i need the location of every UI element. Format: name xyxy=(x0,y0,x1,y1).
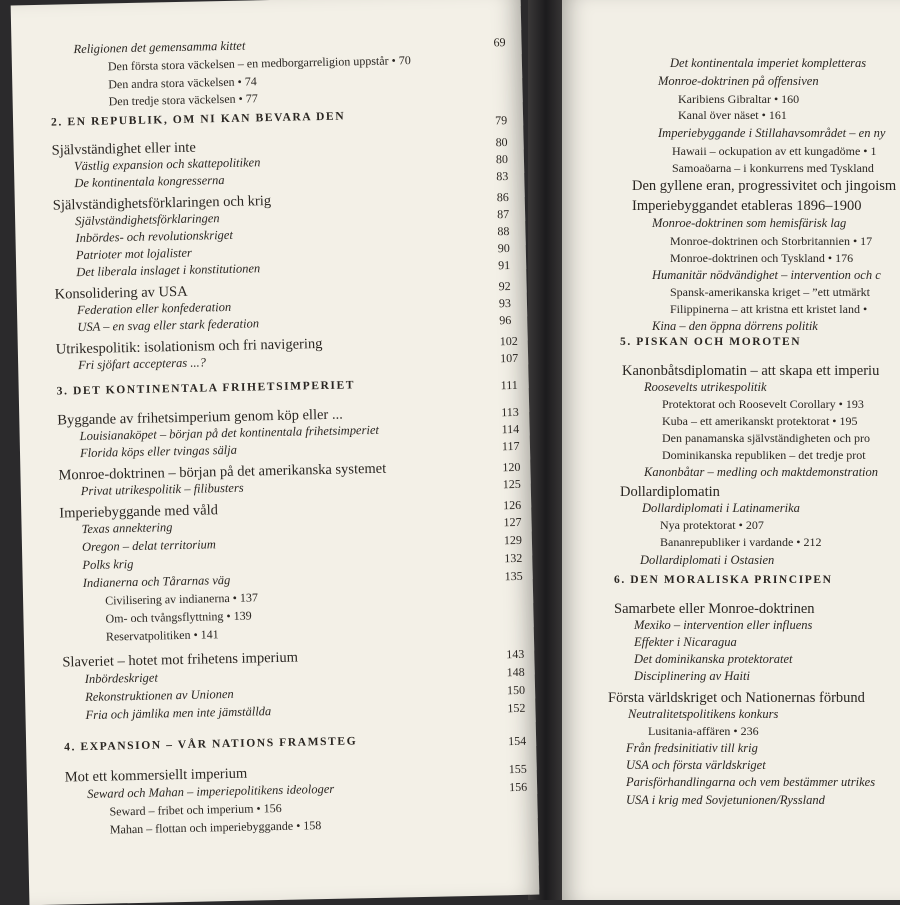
toc-page-number: 127 xyxy=(503,515,521,530)
toc-entry: USA i krig med Sovjetunionen/Ryssland xyxy=(626,793,825,808)
toc-entry: Västlig expansion och skattepolitiken xyxy=(74,155,261,174)
toc-entry: Byggande av frihetsimperium genom köp eller ... xyxy=(57,407,343,430)
toc-page-number: 117 xyxy=(502,439,520,454)
toc-entry: Den panamanska självständigheten och pro xyxy=(662,431,870,446)
toc-entry: Monroe-doktrinen och Tyskland • 176 xyxy=(670,251,853,266)
toc-page-number: 114 xyxy=(501,422,519,437)
toc-page-number: 154 xyxy=(508,734,526,749)
toc-entry: Monroe-doktrinen på offensiven xyxy=(658,74,819,89)
toc-entry: Dollardiplomati i Latinamerika xyxy=(642,501,800,516)
toc-page-number: 107 xyxy=(500,351,518,366)
toc-entry: Från fredsinitiativ till krig xyxy=(626,741,758,756)
toc-entry: Det liberala inslaget i konstitutionen xyxy=(76,261,260,280)
toc-entry: Polks krig xyxy=(82,557,133,573)
toc-entry: Civilisering av indianerna • 137 xyxy=(105,590,258,608)
toc-page-number: 132 xyxy=(504,551,522,566)
toc-entry: Seward och Mahan – imperiepolitikens ideologer xyxy=(87,782,334,802)
toc-entry: Reservatpolitiken • 141 xyxy=(106,627,219,644)
toc-page-number: 92 xyxy=(498,279,510,294)
toc-entry: Rekonstruktionen av Unionen xyxy=(85,687,234,705)
toc-entry: Självständighet eller inte xyxy=(52,140,196,160)
toc-page-number: 111 xyxy=(501,378,518,393)
toc-page-number: 91 xyxy=(498,258,510,273)
toc-entry: Självständighetsförklaringen xyxy=(75,211,220,229)
toc-entry: Kanonbåtsdiplomatin – att skapa ett imperiu xyxy=(622,363,879,380)
toc-entry: Roosevelts utrikespolitik xyxy=(644,380,767,395)
toc-entry: Nya protektorat • 207 xyxy=(660,518,764,533)
toc-entry: Federation eller konfederation xyxy=(77,300,231,318)
toc-entry: De kontinentala kongresserna xyxy=(74,173,224,191)
toc-entry: Privat utrikespolitik – filibusters xyxy=(81,481,244,499)
toc-page-number: 120 xyxy=(502,460,520,475)
toc-entry: Mexiko – intervention eller influens xyxy=(634,618,812,633)
toc-page-number: 80 xyxy=(496,152,508,167)
toc-page-number: 129 xyxy=(504,533,522,548)
toc-entry: Bananrepubliker i vardande • 212 xyxy=(660,535,821,550)
left-page-toc xyxy=(11,0,540,905)
right-page-toc xyxy=(562,0,900,900)
toc-page-number: 80 xyxy=(495,135,507,150)
toc-entry: Lusitania-affären • 236 xyxy=(648,724,759,739)
toc-entry: Utrikespolitik: isolationism och fri navigering xyxy=(56,336,323,359)
toc-page-number: 125 xyxy=(503,477,521,492)
toc-entry: Det kontinentala imperiet kompletteras xyxy=(670,56,866,71)
toc-entry: Slaveriet – hotet mot frihetens imperium xyxy=(62,650,298,672)
toc-page-number: 155 xyxy=(509,762,527,777)
toc-page-number: 152 xyxy=(507,701,525,716)
toc-page-number: 135 xyxy=(505,569,523,584)
toc-entry: Neutralitetspolitikens konkurs xyxy=(628,707,778,722)
toc-entry: Patrioter mot lojalister xyxy=(76,246,192,263)
toc-entry: Inbördes- och revolutionskriget xyxy=(75,228,233,246)
toc-entry: Om- och tvångsflyttning • 139 xyxy=(105,609,251,627)
toc-entry: Dollardiplomati i Ostasien xyxy=(640,553,774,568)
toc-entry: Dollardiplomatin xyxy=(620,484,720,501)
toc-chapter-heading: 5. PISKAN OCH MOROTEN xyxy=(620,336,801,348)
toc-entry: Filippinerna – att kristna ett kristet land • xyxy=(670,302,867,317)
toc-page-number: 69 xyxy=(493,35,505,50)
toc-page-number: 102 xyxy=(500,334,518,349)
toc-page-number: 113 xyxy=(501,405,519,420)
toc-entry: Kanonbåtar – medling och maktdemonstration xyxy=(644,465,878,480)
toc-entry: Den gyllene eran, progressivitet och jingoism xyxy=(632,178,896,195)
toc-entry: Indianerna och Tårarnas väg xyxy=(83,573,231,591)
toc-entry: Imperiebyggande med våld xyxy=(59,502,218,522)
toc-entry: Kina – den öppna dörrens politik xyxy=(652,319,818,334)
toc-entry: Effekter i Nicaragua xyxy=(634,635,737,650)
toc-entry: Disciplinering av Haiti xyxy=(634,669,750,684)
toc-entry: Oregon – delat territorium xyxy=(82,537,216,555)
toc-entry: Monroe-doktrinen – början på det amerikanska systemet xyxy=(58,461,386,485)
toc-chapter-heading: 3. DET KONTINENTALA FRIHETSIMPERIET xyxy=(57,379,356,397)
toc-entry: Religionen det gemensamma kittet xyxy=(73,39,245,58)
toc-entry: Kuba – ett amerikanskt protektorat • 195 xyxy=(662,414,857,429)
toc-page-number: 126 xyxy=(503,498,521,513)
toc-page-number: 88 xyxy=(497,224,509,239)
toc-entry: Hawaii – ockupation av ett kungadöme • 1 xyxy=(672,144,876,159)
toc-entry: Texas annektering xyxy=(81,520,172,537)
toc-entry: Karibiens Gibraltar • 160 xyxy=(678,92,799,107)
toc-entry: Monroe-doktrinen och Storbritannien • 17 xyxy=(670,234,872,249)
toc-entry: Den andra stora väckelsen • 74 xyxy=(108,74,257,92)
toc-entry: Det dominikanska protektoratet xyxy=(634,652,793,667)
toc-entry: Samarbete eller Monroe-doktrinen xyxy=(614,601,815,618)
toc-page-number: 150 xyxy=(507,683,525,698)
toc-entry: Samoaöarna – i konkurrens med Tyskland xyxy=(672,161,874,176)
toc-entry: Fri sjöfart accepteras ...? xyxy=(78,355,206,373)
toc-entry: Louisianaköpet – början på det kontinentala frihetsimperiet xyxy=(80,423,380,444)
toc-page-number: 156 xyxy=(509,780,527,795)
toc-page-number: 143 xyxy=(506,647,524,662)
toc-entry: Inbördeskriget xyxy=(85,671,158,688)
toc-entry: Protektorat och Roosevelt Corollary • 193 xyxy=(662,397,864,412)
toc-chapter-heading: 2. EN REPUBLIK, OM NI KAN BEVARA DEN xyxy=(51,110,345,128)
toc-entry: Självständighetsförklaringen och krig xyxy=(53,193,272,215)
toc-page-number: 96 xyxy=(499,313,511,328)
toc-entry: Konsolidering av USA xyxy=(55,284,188,304)
toc-entry: Humanitär nödvändighet – intervention och c xyxy=(652,268,881,283)
toc-chapter-heading: 6. DEN MORALISKA PRINCIPEN xyxy=(614,574,833,586)
toc-entry: Monroe-doktrinen som hemisfärisk lag xyxy=(652,216,846,231)
toc-entry: Florida köps eller tvingas sälja xyxy=(80,443,237,461)
toc-entry: Dominikanska republiken – det tredje prot xyxy=(662,448,866,463)
toc-page-number: 86 xyxy=(497,190,509,205)
toc-entry: Mot ett kommersiellt imperium xyxy=(65,766,248,787)
toc-entry: Kanal över näset • 161 xyxy=(678,108,787,123)
toc-entry: Den första stora väckelsen – en medborgarreligion uppstår • 70 xyxy=(108,53,411,74)
toc-entry: Seward – fribet och imperium • 156 xyxy=(109,801,281,820)
toc-entry: Spansk-amerikanska kriget – ”ett utmärkt xyxy=(670,285,870,300)
toc-chapter-heading: 4. EXPANSION – VÅR NATIONS FRAMSTEG xyxy=(64,735,357,753)
toc-entry: Imperiebyggande i Stillahavsområdet – en ny xyxy=(658,126,885,141)
toc-entry: USA – en svag eller stark federation xyxy=(77,316,259,335)
toc-page-number: 79 xyxy=(495,113,507,128)
toc-entry: Den tredje stora väckelsen • 77 xyxy=(109,91,258,109)
toc-entry: USA och första världskriget xyxy=(626,758,766,773)
toc-page-number: 90 xyxy=(498,241,510,256)
toc-entry: Mahan – flottan och imperiebyggande • 158 xyxy=(110,818,322,837)
toc-page-number: 87 xyxy=(497,207,509,222)
toc-entry: Parisförhandlingarna och vem bestämmer utrikes xyxy=(626,775,875,790)
toc-page-number: 93 xyxy=(499,296,511,311)
toc-entry: Fria och jämlika men inte jämställda xyxy=(85,704,271,723)
toc-page-number: 148 xyxy=(507,665,525,680)
toc-entry: Första världskriget och Nationernas förbund xyxy=(608,690,865,707)
toc-page-number: 83 xyxy=(496,169,508,184)
toc-entry: Imperiebyggandet etableras 1896–1900 xyxy=(632,198,862,215)
